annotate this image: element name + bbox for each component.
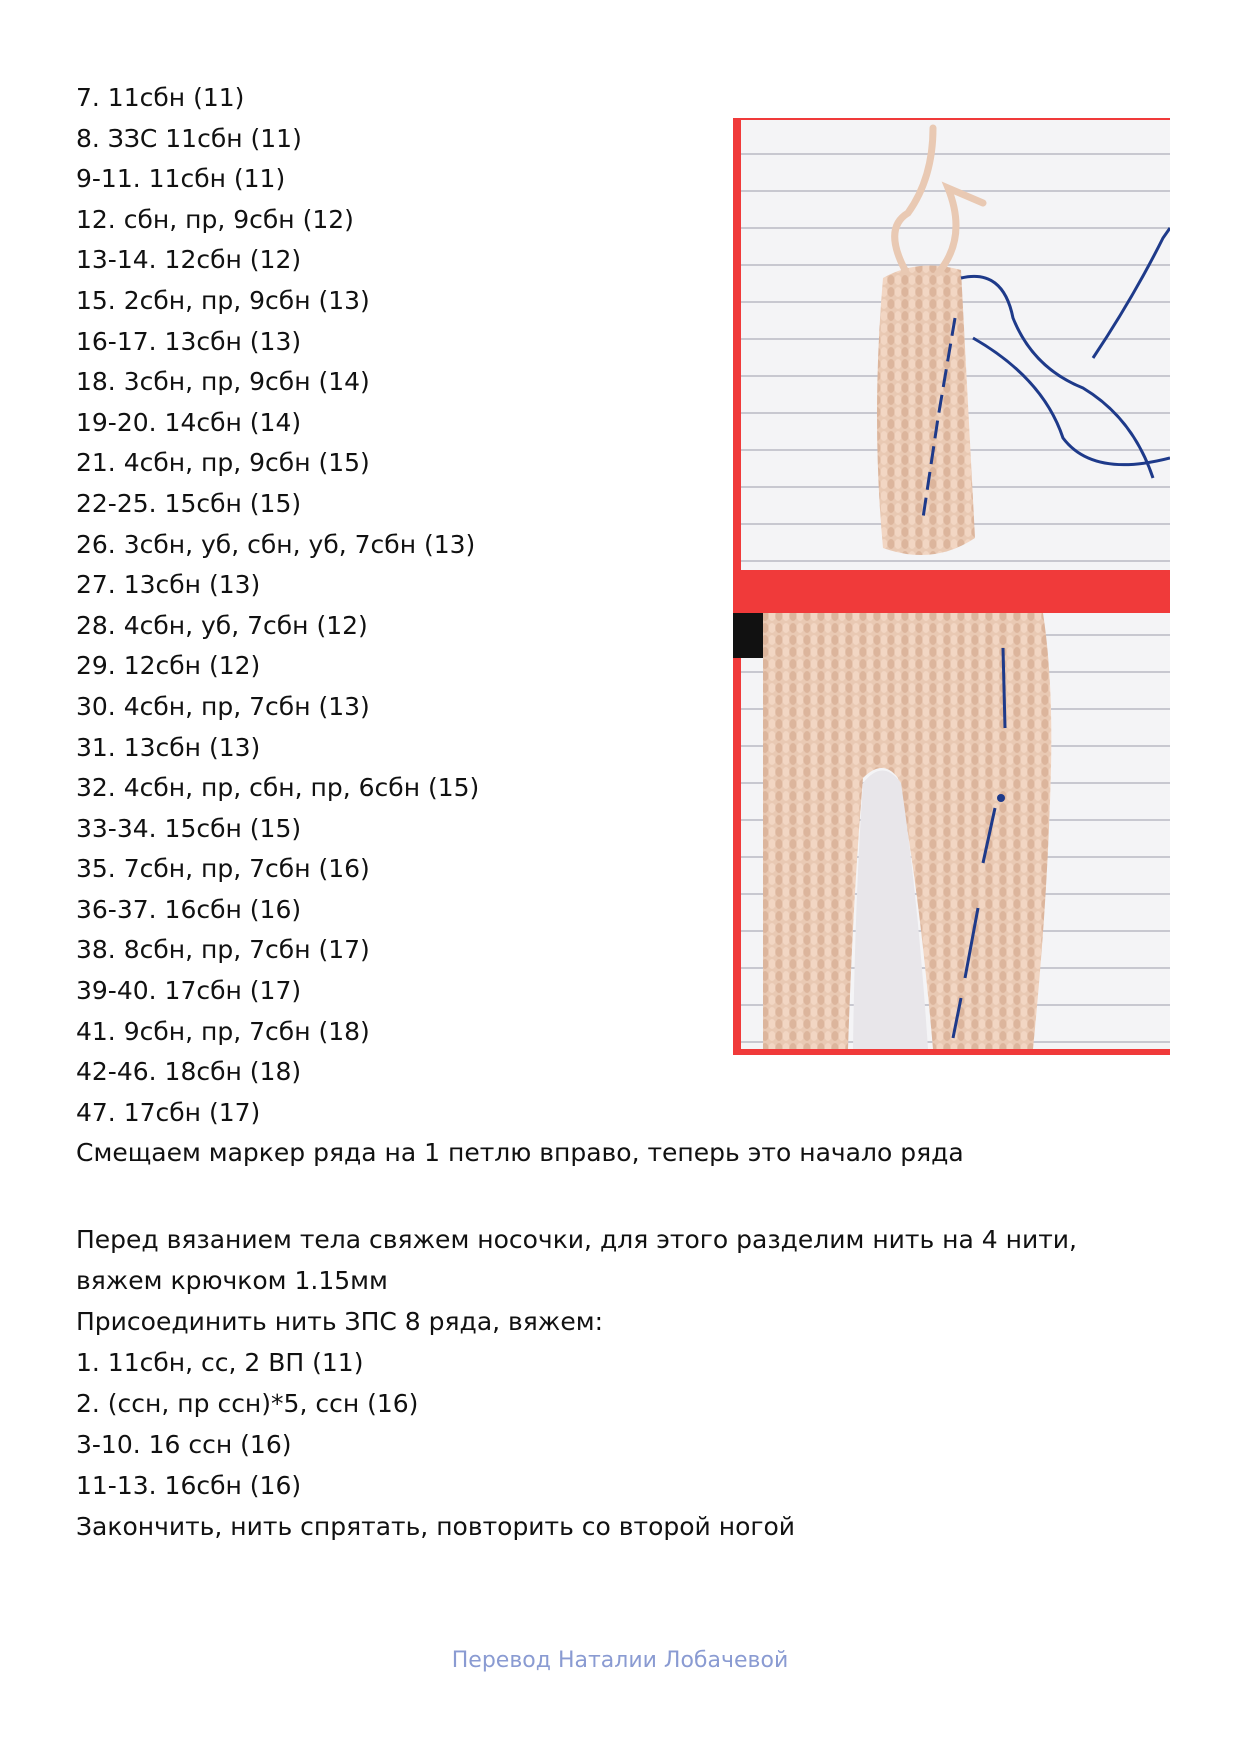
row-item: 13-14. 12сбн (12) bbox=[76, 245, 302, 275]
row-item: 41. 9сбн, пр, 7сбн (18) bbox=[76, 1016, 370, 1046]
row-item: 36-37. 16сбн (16) bbox=[76, 894, 302, 924]
row-item: 8. ЗЗС 11сбн (11) bbox=[76, 123, 302, 153]
row-item: 26. 3сбн, уб, сбн, уб, 7сбн (13) bbox=[76, 529, 476, 559]
row-item: 28. 4сбн, уб, 7сбн (12) bbox=[76, 610, 368, 640]
row-item: 47. 17сбн (17) bbox=[76, 1097, 261, 1127]
socks-intro-line-1: Перед вязанием тела свяжем носочки, для этого разделим нить на 4 нити, bbox=[76, 1225, 1077, 1254]
row-item: 15. 2сбн, пр, 9сбн (13) bbox=[76, 285, 370, 315]
row-item: 39-40. 17сбн (17) bbox=[76, 976, 302, 1006]
socks-intro-line-2: вяжем крючком 1.15мм bbox=[76, 1266, 388, 1295]
socks-finish: Закончить, нить спрятать, повторить со второй ногой bbox=[76, 1512, 796, 1541]
bottom-photo bbox=[733, 613, 1170, 1049]
row-item: 35. 7сбн, пр, 7сбн (16) bbox=[76, 854, 370, 884]
row-item: 22-25. 15сбн (15) bbox=[76, 488, 302, 518]
row-item: 33-34. 15сбн (15) bbox=[76, 813, 302, 843]
socks-row: 3-10. 16 ссн (16) bbox=[76, 1430, 292, 1459]
row-item: 19-20. 14сбн (14) bbox=[76, 407, 302, 437]
row-item: 31. 13сбн (13) bbox=[76, 732, 261, 762]
leg-tube bbox=[877, 266, 975, 556]
translator-credit: Перевод Наталии Лобачевой bbox=[451, 1648, 789, 1673]
row-item: 16-17. 13сбн (13) bbox=[76, 326, 302, 356]
crochet-leg-photo bbox=[733, 118, 1170, 1055]
row-item: 27. 13сбн (13) bbox=[76, 570, 261, 600]
row-item: 7. 11сбн (11) bbox=[76, 83, 245, 112]
socks-attach: Присоединить нить ЗПС 8 ряда, вяжем: bbox=[76, 1307, 603, 1336]
top-photo bbox=[741, 120, 1170, 570]
socks-row: 2. (ссн, пр ссн)*5, ссн (16) bbox=[76, 1389, 419, 1418]
row-item: 21. 4сбн, пр, 9сбн (15) bbox=[76, 448, 370, 478]
row-item: 9-11. 11сбн (11) bbox=[76, 164, 286, 194]
socks-row: 1. 11сбн, сс, 2 ВП (11) bbox=[76, 1348, 364, 1377]
row-item: 12. сбн, пр, 9сбн (12) bbox=[76, 204, 354, 234]
row-item: 38. 8сбн, пр, 7сбн (17) bbox=[76, 935, 370, 965]
row-item: 32. 4сбн, пр, сбн, пр, 6сбн (15) bbox=[76, 773, 480, 803]
row-item: 18. 3сбн, пр, 9сбн (14) bbox=[76, 367, 370, 397]
marker-note: Смещаем маркер ряда на 1 петлю вправо, теперь это начало ряда bbox=[76, 1138, 964, 1168]
socks-row: 11-13. 16сбн (16) bbox=[76, 1471, 302, 1500]
row-item: 29. 12сбн (12) bbox=[76, 651, 261, 681]
row-item: 42-46. 18сбн (18) bbox=[76, 1057, 302, 1087]
row-item: 30. 4сбн, пр, 7сбн (13) bbox=[76, 691, 370, 721]
